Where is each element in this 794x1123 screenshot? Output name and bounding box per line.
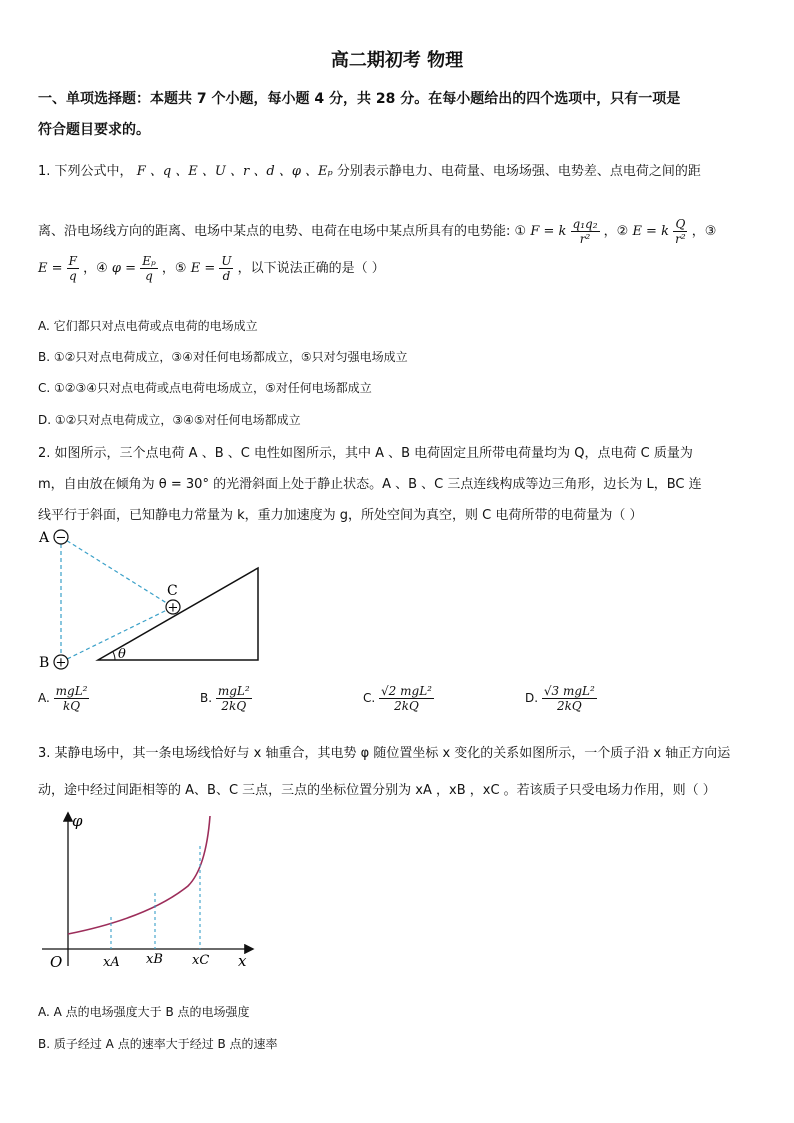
q1-formula2-num: Q: [675, 217, 686, 231]
q1-formula2-lhs: E = k: [632, 224, 669, 239]
q1-formula2-den: r²: [675, 232, 686, 246]
charge-c-sign: +: [167, 600, 179, 616]
q2-line3: 线平行于斜面，已知静电力常量为 k，重力加速度为 g，所处空间为真空，则 C 电荷所带的电荷量为（ ）: [38, 508, 643, 523]
label-a: A: [39, 530, 50, 546]
ac-dashed-line: [61, 537, 173, 607]
q2-option-a-fraction: [54, 684, 90, 713]
x-axis-label: x: [238, 952, 247, 970]
q1-formula4-num: Eₚ: [142, 254, 156, 268]
q1-formula4-fraction: [140, 254, 158, 283]
q2-option-b-letter: B.: [200, 691, 213, 705]
q1-formula3-den: q: [68, 269, 77, 283]
q1-formula2-fraction: [673, 217, 688, 246]
q1-option-d[interactable]: D. ①②只对点电荷成立，③④⑤对任何电场都成立: [38, 413, 301, 427]
q1-formula3-lhs: E =: [38, 261, 63, 276]
q3-line1: 3. 某静电场中，其一条电场线恰好与 x 轴重合，其电势 φ 随位置坐标 x 变化的关系如图所示，一个质子沿 x 轴正方向运: [38, 746, 731, 761]
q2-figure: [30, 525, 270, 675]
q1-desc1: 分别表示静电力、电荷量、电场场强、电势差、点电荷之间的距: [336, 164, 701, 179]
q2-option-c-num: √2 mgL²: [381, 684, 432, 698]
charge-a-sign: −: [55, 530, 67, 546]
q1-mark2: ，②: [603, 224, 629, 239]
q1-mark5: ，⑤: [161, 261, 187, 276]
q1-number: 1.: [38, 164, 51, 179]
q1-option-b[interactable]: B. ①②只对点电荷成立，③④对任何电场都成立，⑤只对匀强电场成立: [38, 350, 408, 364]
q1-formula3-num: F: [68, 254, 77, 268]
q1-formula1-lhs: F = k: [530, 224, 567, 239]
q3-option-b[interactable]: B. 质子经过 A 点的速率大于经过 B 点的速率: [38, 1037, 278, 1051]
q2-option-a[interactable]: [38, 684, 89, 713]
q2-option-b-num: mgL²: [217, 684, 250, 698]
q1-option-c[interactable]: C. ①②③④只对点电荷或点电荷电场成立，⑤对任何电场都成立: [38, 381, 372, 395]
xc-label: xC: [192, 953, 210, 968]
q3-line2: 动，途中经过间距相等的 A、B、C 三点，三点的坐标位置分别为 xA ，xB ，xC 。若该质子只受电场力作用，则（ ）: [38, 783, 716, 798]
q1-formula1-den: r²: [579, 232, 591, 246]
q1-line2: [38, 198, 716, 246]
q2-option-c-fraction: [379, 684, 434, 713]
section-heading-line1: 一、单项选择题：本题共 7 个小题，每小题 4 分，共 28 分。在每小题给出的四个选项中，只有一项是: [38, 91, 681, 107]
q1-formula1-num: q₁q₂: [572, 217, 598, 231]
q1-formula4-den: q: [145, 269, 153, 283]
q2-option-b-fraction: [216, 684, 252, 713]
q1-tail: ，以下说法正确的是（ ）: [237, 261, 385, 276]
q2-option-d-den: 2kQ: [556, 699, 582, 713]
q1-formula3-fraction: [67, 254, 79, 283]
theta-arc: [113, 652, 115, 660]
q1-line1: [38, 160, 701, 179]
q1-formula5-num: U: [221, 254, 232, 268]
q2-line1: 2. 如图所示，三个点电荷 A 、B 、C 电性如图所示，其中 A 、B 电荷固定且所带电荷量均为 Q，点电荷 C 质量为: [38, 446, 693, 461]
q2-option-a-letter: A.: [38, 691, 50, 705]
q1-formula5-fraction: [219, 254, 233, 283]
label-c: C: [167, 583, 178, 599]
q3-option-a[interactable]: A. A 点的电场强度大于 B 点的电场强度: [38, 1005, 250, 1019]
q2-option-d-letter: D.: [525, 691, 539, 705]
xb-label: xB: [146, 952, 163, 967]
q2-option-c[interactable]: [363, 684, 434, 713]
origin-label: O: [50, 953, 63, 971]
q2-option-d[interactable]: [525, 684, 597, 713]
q1-option-a[interactable]: A. 它们都只对点电荷或点电荷的电场成立: [38, 319, 258, 333]
q2-option-b[interactable]: [200, 684, 252, 713]
potential-curve: [68, 816, 210, 934]
q3-figure: [38, 808, 268, 978]
y-axis-label: φ: [72, 812, 83, 830]
label-b: B: [39, 655, 50, 671]
q2-option-d-num: √3 mgL²: [543, 684, 595, 698]
q1-mark3: ，③: [691, 224, 717, 239]
q2-option-c-letter: C.: [363, 691, 376, 705]
q2-option-c-den: 2kQ: [394, 699, 419, 713]
q2-line2: m，自由放在倾角为 θ = 30° 的光滑斜面上处于静止状态。A 、B 、C 三点连线构成等边三角形，边长为 L，BC 连: [38, 477, 702, 492]
q2-option-d-fraction: [542, 684, 597, 713]
q1-intro: 下列公式中，: [54, 164, 133, 179]
q1-formula5-den: d: [222, 269, 231, 283]
q2-option-a-den: kQ: [63, 699, 81, 713]
q1-desc2: 离、沿电场线方向的距离、电场中某点的电势、电荷在电场中某点所具有的电势能: ①: [38, 224, 527, 239]
q2-option-b-den: 2kQ: [221, 699, 247, 713]
bc-dashed-line: [61, 607, 173, 662]
section-heading-line2: 符合题目要求的。: [38, 122, 150, 138]
label-theta: θ: [118, 647, 126, 662]
q1-formula1-fraction: [571, 217, 600, 246]
q1-formula5-lhs: E =: [190, 261, 216, 276]
charge-b-sign: +: [55, 655, 67, 671]
q1-line3: [38, 254, 385, 283]
xa-label: xA: [103, 955, 120, 970]
q1-symbols: F 、q 、E 、U 、r 、d 、φ 、Eₚ: [136, 164, 333, 179]
q1-formula4-lhs: φ =: [111, 261, 137, 276]
q1-mark4: ，④: [83, 261, 108, 276]
q2-option-a-num: mgL²: [55, 684, 88, 698]
page-title: 高二期初考 物理: [330, 50, 464, 71]
